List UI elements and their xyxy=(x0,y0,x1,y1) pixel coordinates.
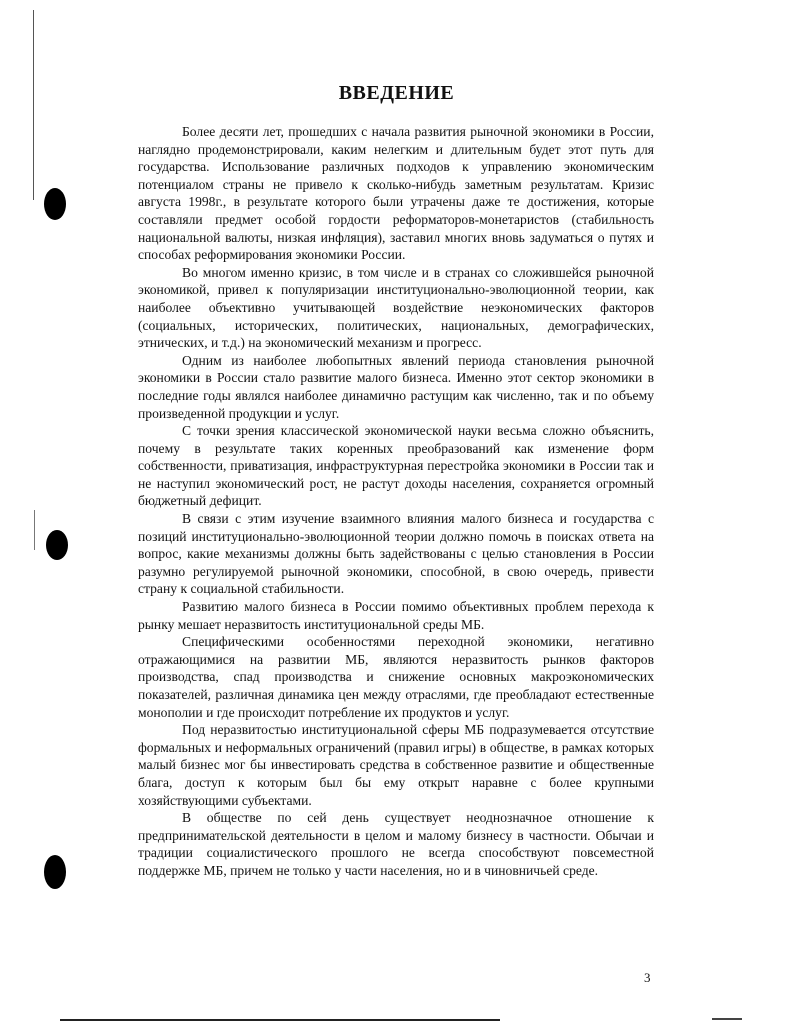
scan-edge-line xyxy=(34,510,35,550)
paragraph: С точки зрения классической экономической науки весьма сложно объяснить, почему в результате таких коренных преобразований как изменение форм собственности, приватизация, инфраструктурная перестройка экономики в России так и не наступил экономический рост, не растут доходы населения, сохраняется огромный бюджетный дефицит. xyxy=(138,423,654,509)
paragraph: В обществе по сей день существует неоднозначное отношение к предпринимательской деятельности в целом и малому бизнесу в частности. Обычаи и традиции социалистического прошлого не всегда способствуют повсеместной поддержке МБ, причем не только у части населения, но и в чиновничьей среде. xyxy=(138,810,654,878)
page-number: 3 xyxy=(644,970,651,985)
binder-hole xyxy=(46,530,68,560)
paragraph: Под неразвитостью институциональной сферы МБ подразумевается отсутствие формальных и неформальных ограничений (правил игры) в обществе, в рамках которых малый бизнес мог бы инвестировать средства в собственное развитие и общественные блага, доступ к которым был бы ему открыт наравне с более крупными хозяйствующими субъектами. xyxy=(138,722,654,808)
paragraph: Одним из наиболее любопытных явлений периода становления рыночной экономики в России стало развитие малого бизнеса. Именно этот сектор экономики в последние годы являлся наиболее динамично растущим как численно, так и по объему произведенной продукции и услуг. xyxy=(138,352,654,421)
scan-edge-line xyxy=(712,1018,742,1020)
paragraph: Более десяти лет, прошедших с начала развития рыночной экономики в России, наглядно продемонстрировали, каким нелегким и длительным будет этот путь для государства. Использование различных подходов к управлению экономическим потенциалом страны не привело к сколько-нибудь заметным результатам. Кризис августа 1998г., в результате которого были утрачены даже те достижения, которые составляли предмет особой гордости реформаторов-монетаристов (стабильность национальной валюты, низкая инфляция), заставил многих вновь задуматься о путях и способах реформирования экономики России. xyxy=(138,124,654,263)
paragraph: Во многом именно кризис, в том числе и в странах со сложившейся рыночной экономикой, привел к популяризации институционально-эволюционной теории, как наиболее объективно учитывающей воздействие неэкономических факторов (социальных, исторических, политических, национальных, демографических, этнических, и т.д.) на экономический механизм и прогресс. xyxy=(138,264,654,351)
binder-hole xyxy=(44,188,66,220)
document-body xyxy=(138,123,654,880)
paragraph: Развитию малого бизнеса в России помимо объективных проблем перехода к рынку мешает неразвитость институциональной среды МБ. xyxy=(138,599,654,632)
paragraph: В связи с этим изучение взаимного влияния малого бизнеса и государства с позиций институционально-эволюционной теории должно помочь в поисках ответа на вопрос, какие механизмы должны быть задействованы с целью становления в России разумно регулируемой рыночной экономики, способной, в свою очередь, привести страну к социальной стабильности. xyxy=(138,511,654,597)
page-title: ВВЕДЕНИЕ xyxy=(338,82,455,104)
binder-hole xyxy=(44,855,66,889)
scan-edge-line xyxy=(60,1019,500,1021)
paragraph: Специфическими особенностями переходной экономики, негативно отражающимися на развитии МБ, являются неразвитость рынков факторов производства, спад производства и снижение основных макроэкономических показателей, различная динамика цен между отраслями, где преобладают естественные монополии и где происходит потребление их продуктов и услуг. xyxy=(138,634,654,720)
scan-edge-line xyxy=(33,10,34,200)
